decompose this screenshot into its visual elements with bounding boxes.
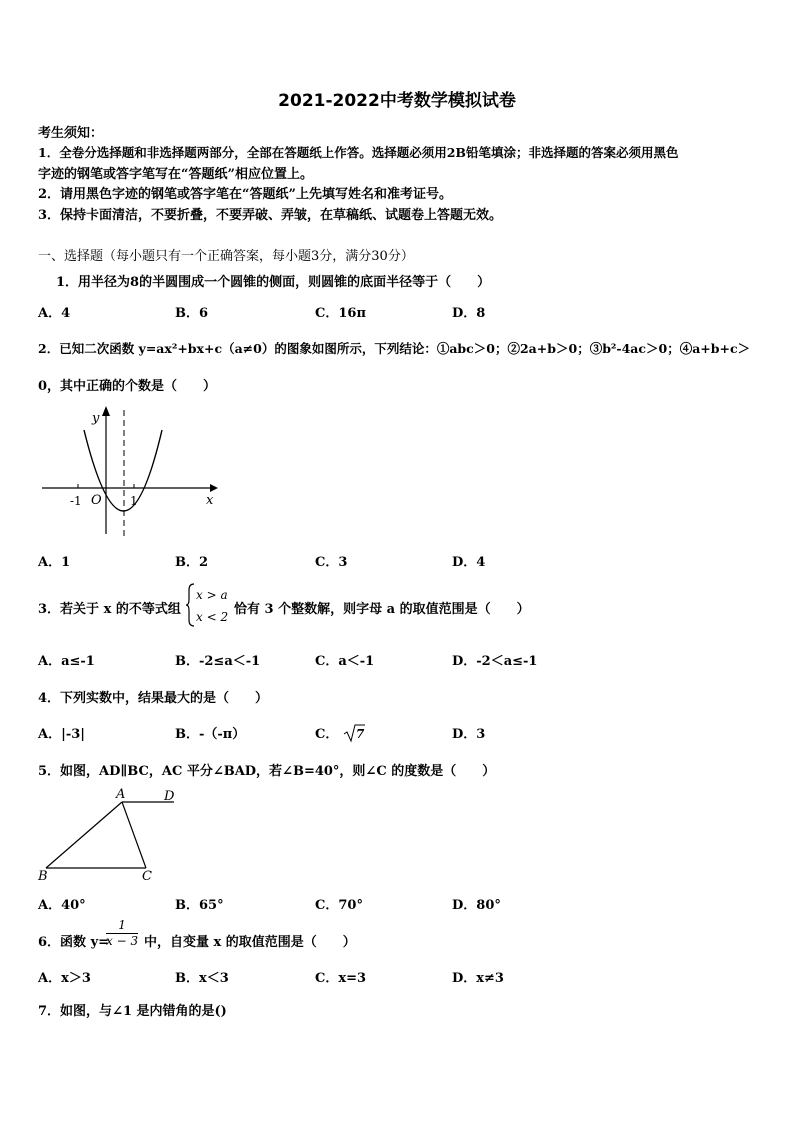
q1-stem: 1．用半径为8的半圆围成一个圆锥的侧面，则圆锥的底面半径等于（ ）: [56, 275, 491, 290]
q1-option-a[interactable]: A．4: [38, 306, 71, 321]
q2-option-c[interactable]: C．3: [315, 555, 348, 570]
q3-option-b[interactable]: B．-2≤a＜-1: [175, 654, 261, 669]
notice-item-1-cont: 字迹的钢笔或答字笔写在“答题纸”相应位置上。: [38, 167, 313, 182]
q5-triangle-figure: [36, 786, 186, 882]
q2-parabola-graph: [38, 404, 218, 540]
q4-option-c-label: C．: [315, 727, 339, 742]
notice-item-3: 3．保持卡面清洁，不要折叠，不要弄破、弄皱，在草稿纸、试题卷上答题无效。: [38, 208, 503, 223]
q5-label-d: D: [164, 789, 175, 804]
q4-option-d[interactable]: D．3: [452, 727, 486, 742]
q6-option-a[interactable]: A．x＞3: [38, 971, 91, 986]
q6-option-d[interactable]: D．x≠3: [452, 971, 504, 986]
q2-x-label: x: [206, 493, 214, 508]
q5-label-c: C: [142, 869, 152, 882]
notice-item-2: 2．请用黑色字迹的钢笔或答字笔在“答题纸”上先填写姓名和准考证号。: [38, 187, 453, 202]
q3-left-brace: [186, 584, 194, 626]
q2-y-axis-arrow: [102, 406, 110, 416]
q6-fraction-numerator: 1: [106, 918, 138, 934]
q5-segment-ac: [122, 802, 146, 868]
notice-item-1: 1．全卷分选择题和非选择题两部分，全部在答题纸上作答。选择题必须用2B铅笔填涂；非选择题的答案必须用黑色: [38, 145, 679, 160]
q5-option-a[interactable]: A．40°: [38, 898, 86, 913]
q2-option-b[interactable]: B．2: [175, 555, 209, 570]
q3-system-line2: x < 2: [196, 610, 229, 624]
q2-neg-one-label: -1: [70, 494, 82, 508]
q1-option-b[interactable]: B．6: [175, 306, 209, 321]
q3-system-line1: x > a: [196, 588, 228, 602]
q5-segment-ab: [46, 802, 122, 868]
q6-stem-prefix: 6．函数 y=: [38, 935, 110, 950]
q2-x-axis-arrow: [210, 484, 218, 492]
q3-option-c[interactable]: C．a＜-1: [315, 654, 375, 669]
exam-title: 2021-2022中考数学模拟试卷: [278, 91, 516, 111]
q4-option-c[interactable]: [315, 723, 365, 743]
q2-stem-line2: 0，其中正确的个数是（ ）: [38, 379, 217, 394]
q2-option-a[interactable]: A．1: [38, 555, 71, 570]
q3-option-a[interactable]: A．a≤-1: [38, 654, 95, 669]
q5-label-b: B: [38, 869, 48, 882]
q2-option-d[interactable]: D．4: [452, 555, 486, 570]
q4-sqrt-radicand: 7: [355, 727, 365, 741]
q6-fraction: [106, 918, 138, 949]
q1-option-c[interactable]: C．16π: [315, 306, 366, 321]
q6-fraction-denominator: x − 3: [106, 934, 139, 948]
q2-y-label: y: [92, 411, 100, 426]
sqrt-icon: [343, 723, 365, 743]
q5-option-b[interactable]: B．65°: [175, 898, 224, 913]
q2-origin-label: O: [91, 493, 102, 508]
q5-option-d[interactable]: D．80°: [452, 898, 501, 913]
q2-one-label: 1: [130, 494, 138, 508]
q6-option-c[interactable]: C．x=3: [315, 971, 367, 986]
q6-option-b[interactable]: B．x＜3: [175, 971, 229, 986]
q1-option-d[interactable]: D．8: [452, 306, 486, 321]
q3-option-d[interactable]: D．-2＜a≤-1: [452, 654, 538, 669]
q3-stem-prefix: 3．若关于 x 的不等式组: [38, 602, 181, 617]
q3-inequality-system: [186, 582, 234, 628]
notice-heading: 考生须知：: [38, 126, 104, 141]
q4-stem: 4．下列实数中，结果最大的是（ ）: [38, 691, 269, 706]
q5-stem: 5．如图，AD∥BC，AC 平分∠BAD，若∠B=40°，则∠C 的度数是（ ）: [38, 764, 496, 779]
q4-option-a[interactable]: A．|-3|: [38, 727, 85, 742]
section-1-heading: 一、选择题（每小题只有一个正确答案，每小题3分，满分30分）: [38, 249, 414, 264]
q5-label-a: A: [116, 787, 126, 802]
q2-stem-line1: 2．已知二次函数 y=ax²+bx+c（a≠0）的图象如图所示，下列结论：①abc＞0；②2a+b＞0；③b²-4ac＞0；④a+b+c＞: [38, 341, 751, 356]
q4-option-b[interactable]: B．-（-π）: [175, 727, 246, 742]
q5-option-c[interactable]: C．70°: [315, 898, 363, 913]
q7-stem: 7．如图，与∠1 是内错角的是(): [38, 1004, 227, 1019]
q3-stem-suffix: 恰有 3 个整数解，则字母 a 的取值范围是（ ）: [234, 602, 530, 617]
q6-stem-suffix: 中，自变量 x 的取值范围是（ ）: [144, 935, 356, 950]
